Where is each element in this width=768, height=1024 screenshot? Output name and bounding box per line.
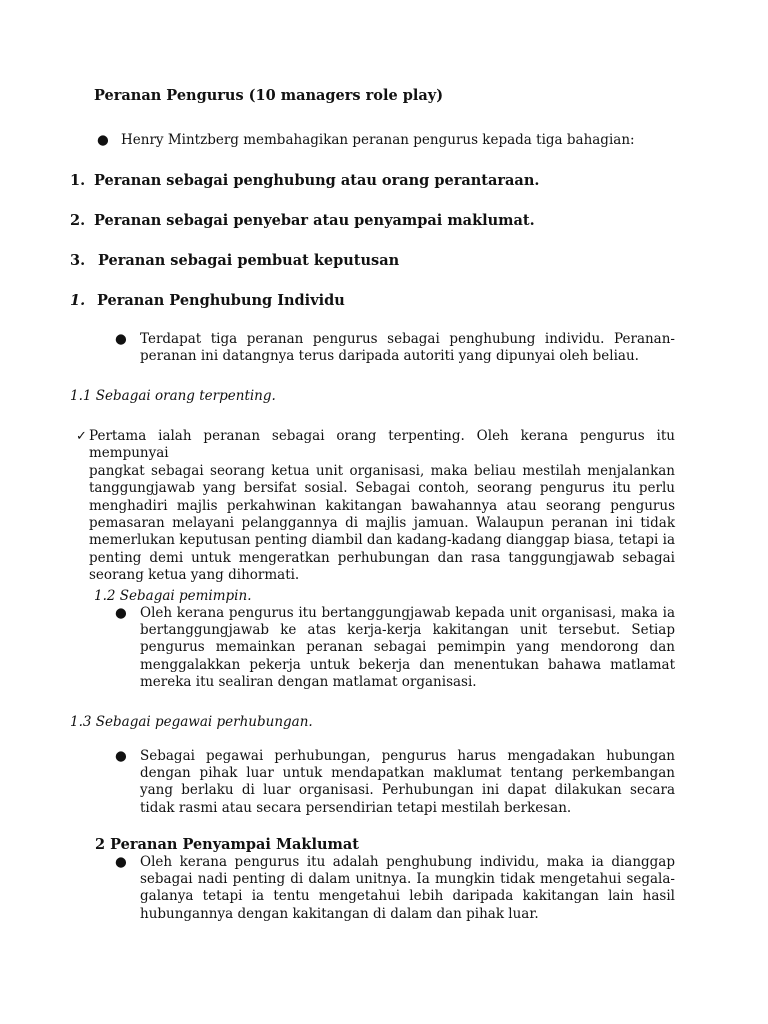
role-item-1 bbox=[70, 172, 539, 189]
role-number: 1. bbox=[70, 172, 86, 189]
section-1-2-bullet bbox=[115, 605, 675, 691]
intro-bullet bbox=[97, 132, 635, 148]
subheading-1-1: 1.1 Sebagai orang terpenting. bbox=[70, 388, 276, 404]
section-1-heading bbox=[70, 292, 345, 309]
bullet-text: Sebagai pegawai perhubungan, pengurus harus mengadakan hubungan dengan pihak luar untuk mendapatkan maklumat tentang perkembangan yang berlaku di luar organisasi. Perhubungan ini dapat dilakukan secara tidak rasmi atau secara persendirian tetapi mestilah berkesan. bbox=[140, 748, 675, 816]
paragraph-first-line: Pertama ialah peranan sebagai orang terpenting. Oleh kerana pengurus itu mempunyai bbox=[89, 428, 675, 462]
section-title: Peranan Penghubung Individu bbox=[97, 292, 345, 309]
bullet-dot: ● bbox=[115, 605, 127, 621]
role-item-2 bbox=[70, 212, 535, 229]
bullet-text: Terdapat tiga peranan pengurus sebagai penghubung individu. Peranan-peranan ini datangnya terus daripada autoriti yang dipunyai oleh beliau. bbox=[140, 331, 675, 365]
checked-paragraph bbox=[76, 428, 675, 585]
role-text: Peranan sebagai penyebar atau penyampai maklumat. bbox=[94, 212, 535, 229]
role-text: Peranan sebagai pembuat keputusan bbox=[98, 252, 400, 269]
bullet-dot: ● bbox=[115, 331, 127, 347]
subheading-1-2: 1.2 Sebagai pemimpin. bbox=[94, 588, 252, 604]
subheading-1-3: 1.3 Sebagai pegawai perhubungan. bbox=[70, 714, 313, 730]
role-number: 3. bbox=[70, 252, 86, 269]
section-1-3-bullet bbox=[115, 748, 675, 817]
paragraph-body: pangkat sebagai seorang ketua unit organisasi, maka beliau mestilah menjalankan tanggungjawab yang bersifat sosial. Sebagai contoh, seorang pengurus itu perlu menghadiri majlis perkahwinan kakitangan bawahannya atau seorang pengurus pemasaran melayani pelanggannya di majlis jamuan. Walaupun peranan ini tidak memerlukan keputusan penting diambil dan kadang-kadang dianggap biasa, tetapi ia penting demi untuk mengeratkan perhubungan dan rasa tanggungjawab sebagai seorang ketua yang dihormati. bbox=[89, 462, 676, 584]
section-2-bullet bbox=[115, 854, 675, 923]
bullet-dot: ● bbox=[115, 854, 127, 870]
document-title: Peranan Pengurus (10 managers role play) bbox=[94, 87, 444, 104]
bullet-dot: ● bbox=[97, 132, 109, 148]
bullet-dot: ● bbox=[115, 748, 127, 764]
checkmark-icon: ✓ bbox=[76, 429, 87, 444]
role-text: Peranan sebagai penghubung atau orang perantaraan. bbox=[94, 172, 540, 189]
role-item-3 bbox=[70, 252, 399, 269]
section-1-bullet bbox=[115, 331, 675, 365]
bullet-text: Oleh kerana pengurus itu bertanggungjawab kepada unit organisasi, maka ia bertanggungjawab ke atas kerja-kerja kakitangan unit tersebut. Setiap pengurus memainkan peranan sebagai pemimpin yang mendorong dan menggalakkan pekerja untuk bekerja dan menentukan bahawa matlamat mereka itu sealiran dengan matlamat organisasi. bbox=[140, 605, 675, 690]
role-number: 2. bbox=[70, 212, 86, 229]
section-number: 1. bbox=[70, 292, 86, 309]
intro-bullet-text: Henry Mintzberg membahagikan peranan pengurus kepada tiga bahagian: bbox=[121, 132, 635, 148]
section-2-heading: 2 Peranan Penyampai Maklumat bbox=[95, 836, 359, 853]
bullet-text: Oleh kerana pengurus itu adalah penghubung individu, maka ia dianggap sebagai nadi penting di dalam unitnya. Ia mungkin tidak mengetahui segala-galanya tetapi ia tentu mengetahui lebih daripada kakitangan lain hasil hubungannya dengan kakitangan di dalam dan pihak luar. bbox=[140, 854, 675, 922]
